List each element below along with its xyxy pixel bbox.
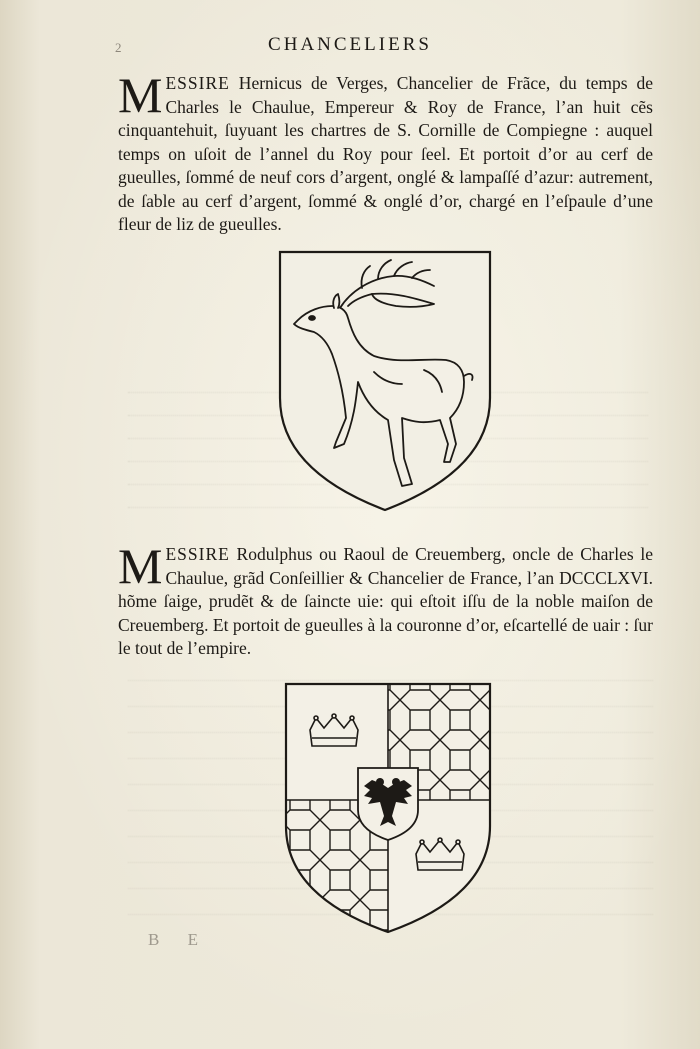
entry-text: Rodulphus ou Raoul de Creuemberg, oncle de Charles le Chaulue, grãd Conſeillier & Chancelier de France, l’an DCCCLXVI. hõme ſaige, prudẽt & de ſaincte uie: qui eſtoit iſſu de la noble maiſon de Creuemberg. Et portoit de gueulles à la couronne d’or, eſcartellé de uair : ſur le tout de l’empire.	[118, 544, 653, 658]
entry-lead: ESSIRE	[165, 73, 230, 93]
drop-capital: M	[118, 538, 163, 594]
entry-lead: ESSIRE	[165, 544, 230, 564]
eagle-inescutcheon	[358, 768, 418, 840]
entry-hernicus	[118, 67, 653, 237]
entry-raoul	[118, 538, 653, 661]
page-number: 2	[115, 40, 122, 55]
coat-of-arms-creuemberg	[280, 680, 496, 936]
entry-paragraph	[118, 538, 653, 661]
running-head: CHANCELIERS	[268, 34, 432, 55]
crown-icon	[310, 714, 358, 746]
coat-of-arms-stag	[274, 248, 496, 514]
signature-mark: B E	[148, 930, 210, 949]
crown-icon	[416, 838, 464, 870]
entry-text: Hernicus de Verges, Chancelier de Frãce, du temps de Charles le Chaulue, Empereur & Roy de France, l’an huit cẽs cinquantehuit, ſuyuant les chartres de S. Cornille de Compiegne : auquel temps on uſoit de l’annel du Roy pour ſeel. Et portoit d’or au cerf de gueulles, ſommé de neuf cors d’argent, onglé & lampaſſé d’azur: autrement, de ſable au cerf d’argent, ſommé & onglé d’or, chargé en l’eſpaule d’une fleur de liz de gueulles.	[118, 73, 653, 234]
entry-paragraph	[118, 67, 653, 237]
drop-capital: M	[118, 67, 163, 123]
